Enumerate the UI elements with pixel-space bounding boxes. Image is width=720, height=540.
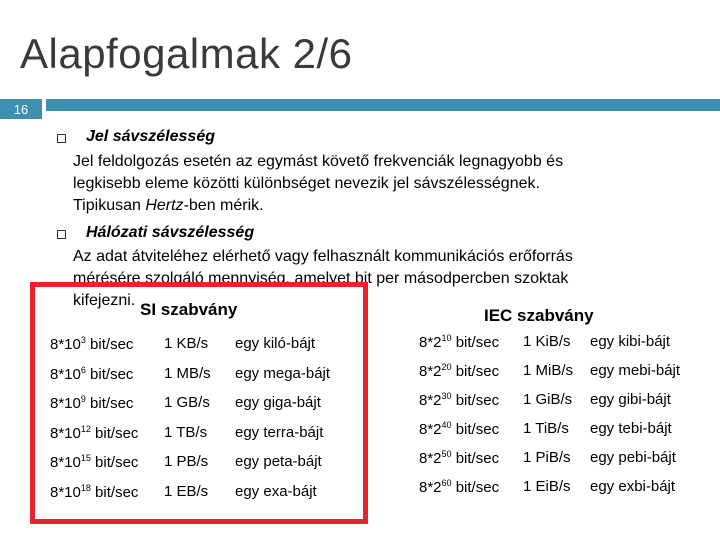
- iec-rate: [419, 362, 499, 380]
- section1-line-3: [73, 195, 264, 216]
- iec-rate-exponent: 60: [441, 478, 452, 488]
- section1-line-2: legkisebb eleme közötti különbséget nevezik jel sávszélességnek.: [73, 175, 540, 192]
- section2-line-1: Az adat átviteléhez elérhető vagy felhasznált kommunikációs erőforrás: [73, 248, 573, 265]
- section2-heading: Hálózati sávszélesség: [86, 224, 255, 241]
- iec-rate: [419, 478, 499, 496]
- si-rate-exponent: 6: [80, 364, 86, 375]
- iec-rate-exponent: 30: [441, 391, 452, 401]
- si-rate-base: 8*10: [50, 395, 81, 412]
- iec-rate-base: 8*2: [419, 363, 442, 380]
- iec-rate-base: 8*2: [419, 421, 442, 438]
- si-rate-unit: bit/sec: [85, 336, 134, 353]
- si-rate-exponent: 18: [80, 482, 91, 493]
- iec-unit-name: egy mebi-bájt: [590, 362, 681, 379]
- iec-short-unit: 1 KiB/s: [523, 333, 571, 350]
- iec-rate-base: 8*2: [419, 479, 442, 496]
- si-rate-exponent: 15: [80, 453, 91, 463]
- si-short-unit: 1 TB/s: [164, 423, 208, 441]
- si-short-unit: 1 MB/s: [164, 364, 211, 382]
- si-rate-exponent: 9: [80, 394, 86, 404]
- iec-short-unit: 1 MiB/s: [523, 362, 574, 379]
- si-rate-unit: bit/sec: [90, 483, 139, 501]
- si-unit-name: egy peta-bájt: [235, 453, 322, 470]
- iec-rate-unit: bit/sec: [451, 421, 500, 438]
- si-unit-name: egy giga-bájt: [235, 394, 321, 411]
- si-short-unit: 1 KB/s: [164, 335, 209, 352]
- section2-line-3: kifejezni.: [73, 292, 136, 309]
- iec-unit-name: egy tebi-bájt: [590, 420, 672, 437]
- si-title: SI szabvány: [140, 300, 238, 319]
- slide-title: Alapfogalmak 2/6: [20, 30, 353, 77]
- iec-unit-name: egy gibi-bájt: [590, 391, 671, 408]
- si-rate-base: 8*10: [50, 365, 81, 383]
- iec-rate-exponent: 40: [441, 420, 452, 430]
- iec-short-unit: 1 TiB/s: [523, 420, 569, 437]
- iec-rate: [419, 449, 499, 467]
- square-bullet-icon: [57, 134, 66, 143]
- si-rate-unit: bit/sec: [90, 454, 139, 471]
- square-bullet-icon: [57, 230, 66, 239]
- iec-title: IEC szabvány: [484, 306, 594, 325]
- iec-rate: [419, 333, 499, 351]
- iec-rate-exponent: 20: [441, 362, 452, 372]
- si-unit-name: egy terra-bájt: [235, 423, 324, 441]
- page-number: 16: [0, 99, 42, 119]
- si-rate-base: 8*10: [50, 424, 81, 442]
- si-rate-unit: bit/sec: [85, 365, 134, 383]
- section1-line-3-post: -ben mérik.: [183, 197, 264, 214]
- iec-rate-base: 8*2: [419, 334, 442, 351]
- si-rate-exponent: 3: [80, 335, 86, 345]
- iec-short-unit: 1 EiB/s: [523, 478, 571, 495]
- iec-rate: [419, 391, 499, 409]
- iec-rate-unit: bit/sec: [451, 479, 500, 496]
- iec-unit-name: egy pebi-bájt: [590, 449, 676, 466]
- section2-line-2: mérésére szolgáló mennyiség, amelyet bit per másodpercben szoktak: [73, 270, 569, 287]
- si-highlight-box: [30, 282, 368, 524]
- section1-line-3-italic: Hertz: [145, 197, 184, 214]
- iec-rate: [419, 420, 499, 438]
- iec-short-unit: 1 PiB/s: [523, 449, 571, 466]
- si-rate-base: 8*10: [50, 454, 81, 471]
- si-rate-unit: bit/sec: [85, 395, 134, 412]
- iec-rate-base: 8*2: [419, 450, 442, 467]
- si-rate-base: 8*10: [50, 483, 81, 501]
- title-divider: [46, 99, 720, 111]
- iec-rate-exponent: 10: [441, 333, 452, 343]
- si-rate-unit: bit/sec: [90, 424, 139, 442]
- si-short-unit: 1 PB/s: [164, 453, 209, 470]
- iec-unit-name: egy kibi-bájt: [590, 333, 671, 350]
- iec-rate-unit: bit/sec: [451, 392, 500, 409]
- iec-unit-name: egy exbi-bájt: [590, 478, 676, 495]
- iec-rate-unit: bit/sec: [451, 334, 500, 351]
- iec-rate-unit: bit/sec: [451, 450, 500, 467]
- iec-rate-exponent: 50: [441, 449, 452, 459]
- section1-line-1: Jel feldolgozás esetén az egymást követő frekvenciák legnagyobb és: [73, 153, 564, 170]
- si-short-unit: 1 GB/s: [164, 394, 210, 411]
- iec-rate-unit: bit/sec: [451, 363, 500, 380]
- si-unit-name: egy exa-bájt: [235, 482, 317, 500]
- si-rate-base: 8*10: [50, 336, 81, 353]
- section1-line-3-pre: Tipikusan: [73, 197, 146, 214]
- iec-rate-base: 8*2: [419, 392, 442, 409]
- iec-short-unit: 1 GiB/s: [523, 391, 573, 408]
- si-unit-name: egy mega-bájt: [235, 364, 331, 382]
- section1-heading: Jel sávszélesség: [86, 128, 215, 145]
- si-rate-exponent: 12: [80, 423, 91, 434]
- si-short-unit: 1 EB/s: [164, 482, 209, 500]
- si-unit-name: egy kiló-bájt: [235, 335, 316, 352]
